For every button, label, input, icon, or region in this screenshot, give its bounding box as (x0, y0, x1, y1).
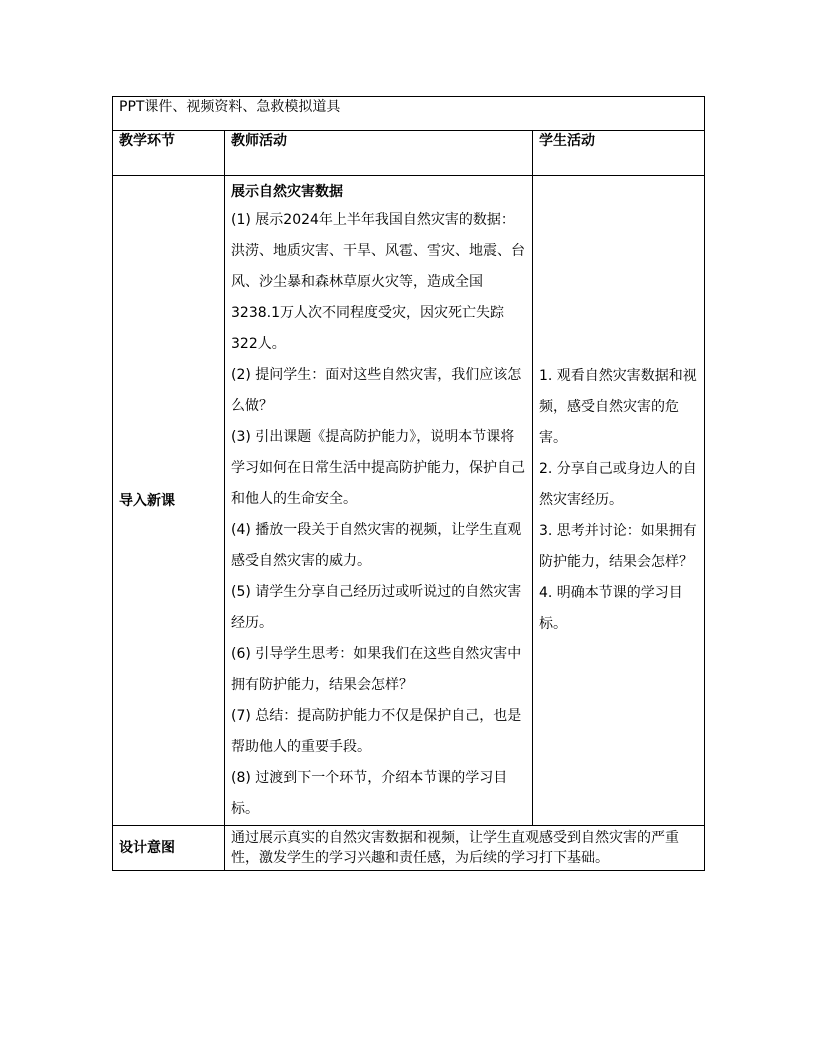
stage-name: 导入新课 (113, 176, 225, 826)
student-item: 3. 思考并讨论：如果拥有防护能力，结果会怎样？ (539, 523, 697, 570)
resources-cell: PPT课件、视频资料、急救模拟道具 (113, 97, 705, 131)
student-item: 2. 分享自己或身边人的自然灾害经历。 (539, 461, 697, 508)
resources-row (113, 97, 705, 131)
design-label: 设计意图 (113, 826, 225, 871)
teacher-item: (2) 提问学生：面对这些自然灾害，我们应该怎么做？ (231, 367, 522, 414)
intro-row (113, 176, 705, 826)
teacher-item: (1) 展示2024年上半年我国自然灾害的数据：洪涝、地质灾害、干旱、风雹、雪灾、地震、台风、沙尘暴和森林草原火灾等，造成全国3238.1万人次不同程度受灾，因灾死亡失踪322人。 (231, 212, 525, 352)
teacher-item: (6) 引导学生思考：如果我们在这些自然灾害中拥有防护能力，结果会怎样？ (231, 646, 522, 693)
teacher-item: (4) 播放一段关于自然灾害的视频，让学生直观感受自然灾害的威力。 (231, 522, 522, 569)
teacher-item: (3) 引出课题《提高防护能力》，说明本节课将学习如何在日常生活中提高防护能力，保护自己和他人的生命安全。 (231, 429, 525, 507)
header-teacher: 教师活动 (225, 131, 533, 176)
student-activities (533, 176, 705, 826)
student-item: 4. 明确本节课的学习目标。 (539, 585, 683, 632)
teacher-item: (5) 请学生分享自己经历过或听说过的自然灾害经历。 (231, 584, 522, 631)
student-item: 1. 观看自然灾害数据和视频，感受自然灾害的危害。 (539, 368, 697, 446)
teacher-heading: 展示自然灾害数据 (231, 184, 343, 200)
lesson-plan-table (112, 96, 705, 871)
design-text: 通过展示真实的自然灾害数据和视频，让学生直观感受到自然灾害的严重性，激发学生的学习兴趣和责任感，为后续的学习打下基础。 (225, 826, 705, 871)
design-row (113, 826, 705, 871)
teacher-activities (225, 176, 533, 826)
header-stage: 教学环节 (113, 131, 225, 176)
teacher-item: (8) 过渡到下一个环节，介绍本节课的学习目标。 (231, 770, 508, 817)
header-row (113, 131, 705, 176)
header-student: 学生活动 (533, 131, 705, 176)
teacher-item: (7) 总结：提高防护能力不仅是保护自己，也是帮助他人的重要手段。 (231, 708, 522, 755)
